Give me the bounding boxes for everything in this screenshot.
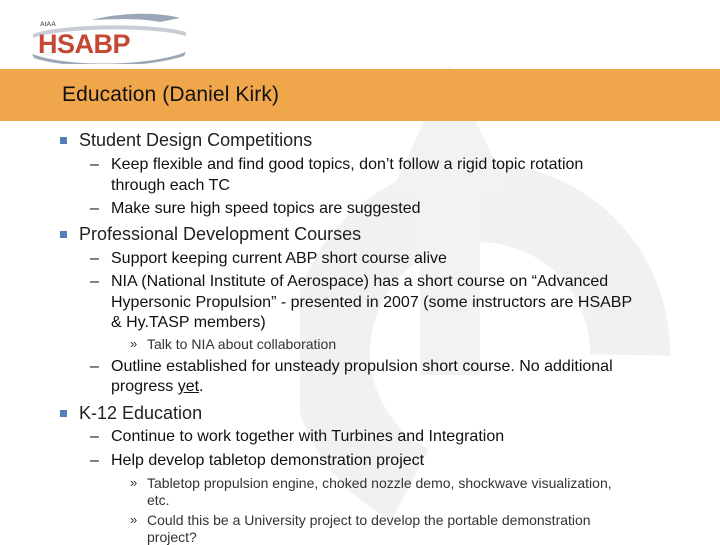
sub-list-item-continuation: etc. [147, 492, 170, 508]
list-item: Outline established for unsteady propulsion short course. No additional [111, 358, 613, 375]
list-item-continuation [111, 378, 204, 396]
sub-list-item: Could this be a University project to develop the portable demonstration [147, 512, 591, 528]
list-item: Keep flexible and find good topics, don’t follow a rigid topic rotation [111, 156, 584, 173]
bullet-square [60, 410, 67, 417]
section-heading: Student Design Competitions [79, 130, 313, 150]
bullet-square [60, 231, 67, 238]
sub-list-item: Talk to NIA about collaboration [147, 336, 337, 352]
raquo-bullet: » [130, 336, 138, 351]
raquo-bullet: » [130, 512, 138, 527]
section-heading: K-12 Education [79, 403, 203, 423]
raquo-bullet: » [130, 475, 138, 490]
dash-bullet: – [90, 273, 99, 290]
text-fragment: . [199, 378, 204, 395]
list-item: NIA (National Institute of Aerospace) has a short course on “Advanced [111, 273, 609, 290]
list-item-continuation: through each TC [111, 177, 230, 194]
logo-aiaa-text: AIAA [40, 21, 56, 28]
dash-bullet: – [90, 250, 99, 267]
list-item: Make sure high speed topics are suggested [111, 200, 421, 217]
text-fragment: progress [111, 378, 178, 395]
logo-hsabp-text: HSABP [38, 29, 131, 59]
bullet-square [60, 137, 67, 144]
section-heading: Professional Development Courses [79, 224, 362, 244]
sub-list-item-continuation: project? [147, 529, 197, 545]
sub-list-item: Tabletop propulsion engine, choked nozzle demo, shockwave visualization, [147, 475, 612, 491]
list-item-continuation: & Hy.TASP members) [111, 314, 266, 331]
dash-bullet: – [90, 358, 99, 375]
list-item-continuation: Hypersonic Propulsion” - presented in 2007 (some instructors are HSABP [111, 294, 633, 311]
slide-title: Education (Daniel Kirk) [62, 83, 280, 106]
dash-bullet: – [90, 200, 99, 217]
list-item: Help develop tabletop demonstration project [111, 452, 425, 469]
dash-bullet: – [90, 452, 99, 469]
list-item: Continue to work together with Turbines and Integration [111, 428, 505, 445]
dash-bullet: – [90, 156, 99, 173]
dash-bullet: – [90, 428, 99, 445]
list-item: Support keeping current ABP short course alive [111, 250, 447, 267]
underlined-word: yet [177, 378, 200, 395]
